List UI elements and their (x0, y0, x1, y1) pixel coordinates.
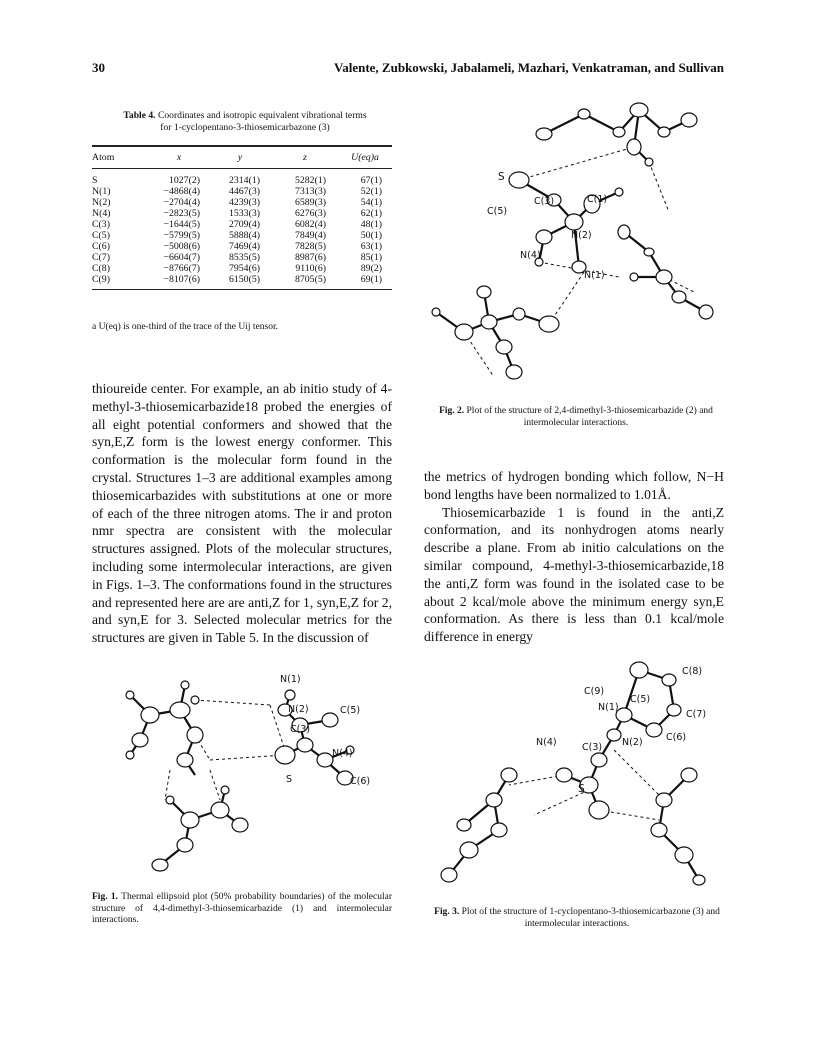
table-cell: 7954(6) (228, 263, 260, 274)
table-cell: 6276(3) (294, 208, 326, 219)
figure-1 (100, 660, 390, 882)
table-cell: 7828(5) (294, 241, 326, 252)
table-cell: 89(2) (360, 263, 382, 274)
table-cell: 85(1) (360, 252, 382, 263)
figure-2 (424, 92, 730, 392)
fig2-label-c5: C(5) (487, 206, 508, 217)
right-paragraph-2: Thiosemicarbazide 1 is found in the anti,Z conformation, and its nonhydrogen atoms nearly describe a plane. From ab initio calculations on the similar compound, 4-methyl-3-thiosemicarbazide,18 the anti,Z form was found in the isolated case to be about 2 kcal/mole above the minimum energy syn,E conformation. As there is less than 0.1 kcal/mole difference in energy (424, 504, 724, 645)
table-cell: −2823(5) (163, 208, 200, 219)
col-header-ueq: U(eq)a (338, 146, 392, 169)
fig3-label-n2: N(2) (622, 737, 643, 748)
table-row (92, 175, 392, 186)
table-cell: C(3) (92, 219, 110, 230)
table-label: Table 4. (123, 110, 156, 121)
table-cell: 69(1) (338, 274, 392, 290)
fig3-label-c5: C(5) (630, 694, 651, 705)
table-cell: C(6) (92, 241, 110, 252)
table-cell: 4467(3) (228, 186, 260, 197)
fig1-label-c6: C(6) (350, 776, 371, 787)
table-cell: 5282(1) (294, 175, 326, 186)
table-cell: 48(1) (360, 219, 382, 230)
table-row (92, 197, 392, 208)
coordinates-table (92, 145, 392, 290)
figure-3-caption (432, 907, 722, 930)
table-cell: C(9) (92, 274, 150, 290)
fig1-label-n2: N(2) (288, 704, 309, 715)
table-cell: N(1) (92, 186, 111, 197)
table-cell: 2314(1) (228, 175, 260, 186)
table-cell: 67(1) (360, 175, 382, 186)
table-cell: 6082(4) (294, 219, 326, 230)
fig3-label-c3: C(3) (582, 742, 603, 753)
table-cell: −2704(4) (163, 197, 200, 208)
table-row (92, 208, 392, 219)
figure-1-caption-text: Thermal ellipsoid plot (50% probability boundaries) of the molecular structure of 4,4-dimethyl-3-thiosemicarbazide (1) and intermolecular interactions. (92, 892, 392, 925)
table-cell: 8535(5) (228, 252, 260, 263)
table-cell: 1027(2) (168, 175, 200, 186)
table-cell: C(5) (92, 230, 110, 241)
fig1-label-c3: C(3) (290, 724, 311, 735)
table-row (92, 219, 392, 230)
table-cell: 63(1) (360, 241, 382, 252)
fig2-label-n1: N(1) (584, 270, 605, 281)
table-cell: −6604(7) (163, 252, 200, 263)
figure-3 (424, 650, 724, 900)
col-header-x: x (150, 146, 208, 169)
table-cell: 4239(3) (228, 197, 260, 208)
table-cell: 9110(6) (295, 263, 326, 274)
table-cell: 8987(6) (294, 252, 326, 263)
table-cell: 7469(4) (228, 241, 260, 252)
figure-3-caption-text: Plot of the structure of 1-cyclopentano-3-thiosemicarbazone (3) and intermolecular interactions. (461, 907, 720, 929)
table-cell: C(8) (92, 263, 110, 274)
figure-1-label: Fig. 1. (92, 892, 119, 902)
table-cell: 62(1) (360, 208, 382, 219)
table-caption-line2: for 1-cyclopentano-3-thiosemicarbazone (3) (160, 122, 330, 133)
col-header-y: y (208, 146, 272, 169)
table-cell: 5888(4) (228, 230, 260, 241)
col-header-z: z (272, 146, 338, 169)
fig1-label-n4: N(4) (332, 748, 353, 759)
table-cell: N(4) (92, 208, 111, 219)
fig3-label-c8: C(8) (682, 666, 703, 677)
table-cell: 52(1) (360, 186, 382, 197)
table-cell: 6150(5) (208, 274, 272, 290)
table-cell: 8705(5) (272, 274, 338, 290)
figure-1-caption (92, 892, 392, 927)
table-cell: −8766(7) (163, 263, 200, 274)
table-cell: N(2) (92, 197, 111, 208)
figure-2-caption-text: Plot of the structure of 2,4-dimethyl-3-thiosemicarbazide (2) and intermolecular interactions. (466, 406, 713, 428)
table-header-row (92, 146, 392, 169)
table-caption-line1: Coordinates and isotropic equivalent vibrational terms (157, 110, 367, 121)
table-cell: −8107(6) (150, 274, 208, 290)
figure-2-caption (424, 406, 728, 429)
fig2-label-n2: N(2) (571, 230, 592, 241)
table-row (92, 252, 392, 263)
right-paragraph-1: the metrics of hydrogen bonding which follow, N−H bond lengths have been normalized to 1.01Å. (424, 469, 724, 502)
table-cell: −4868(4) (163, 186, 200, 197)
col-header-atom: Atom (92, 146, 150, 169)
table-cell: 1533(3) (228, 208, 260, 219)
fig2-label-n4: N(4) (520, 250, 541, 261)
fig3-label-c7: C(7) (686, 709, 707, 720)
fig2-label-s: S (498, 171, 505, 183)
table-cell: S (92, 175, 98, 186)
table-footnote: a U(eq) is one-third of the trace of the Uij tensor. (92, 322, 278, 332)
figure-2-label: Fig. 2. (439, 406, 465, 416)
figure-3-label: Fig. 3. (434, 907, 460, 917)
table-cell: −5799(5) (163, 230, 200, 241)
fig2-label-c3: C(3) (534, 196, 555, 207)
fig3-label-c9: C(9) (584, 686, 605, 697)
table-row (92, 274, 392, 290)
fig1-label-s: S (286, 774, 293, 785)
table-row (92, 186, 392, 197)
table-cell: 2709(4) (228, 219, 260, 230)
table-cell: 6589(3) (294, 197, 326, 208)
fig1-label-c5: C(5) (340, 705, 361, 716)
table-cell: −5008(6) (163, 241, 200, 252)
table-cell: 7849(4) (294, 230, 326, 241)
running-header-authors: Valente, Zubkowski, Jabalameli, Mazhari, Venkatraman, and Sullivan (334, 60, 724, 75)
table-row (92, 230, 392, 241)
fig3-label-n4: N(4) (536, 737, 557, 748)
table-cell: 54(1) (360, 197, 382, 208)
fig2-label-c1: C(1) (587, 194, 608, 205)
table-cell: C(7) (92, 252, 110, 263)
table-row (92, 241, 392, 252)
fig3-label-s: S (578, 783, 585, 795)
table-cell: 50(1) (360, 230, 382, 241)
figure-1-plot (100, 660, 390, 882)
table-row (92, 263, 392, 274)
table-cell: −1644(5) (163, 219, 200, 230)
fig3-label-n1: N(1) (598, 702, 619, 713)
body-text-right-column (424, 468, 724, 646)
fig3-label-c6: C(6) (666, 732, 687, 743)
fig1-label-n1: N(1) (280, 674, 301, 685)
body-text-left-column: thioureide center. For example, an ab initio study of 4-methyl-3-thiosemicarbazide18 probed the energies of all eight potential conformers and showed that the syn,E,Z form is the lowest energy conformer. This conformation is the molecular form found in the crystal. Structures 1–3 are additional examples among thiosemicarbazides with substitutions at one or more of each of the three nitrogen atoms. The ir and proton nmr spectra are consistent with the molecular structures assigned. Plots of the molecular structures, including some intermolecular interactions, are given in Figs. 1–3. The conformations found in the structures and represented here are are anti,Z for 1, syn,E,Z for 2, and syn,E for 3. Selected molecular metrics for the structures are given in Table 5. In the discussion of (92, 381, 392, 646)
table-cell: 7313(3) (294, 186, 326, 197)
figure-2-plot (424, 92, 730, 392)
page-number: 30 (92, 60, 105, 75)
figure-3-plot (424, 650, 724, 900)
table-caption (100, 110, 390, 134)
